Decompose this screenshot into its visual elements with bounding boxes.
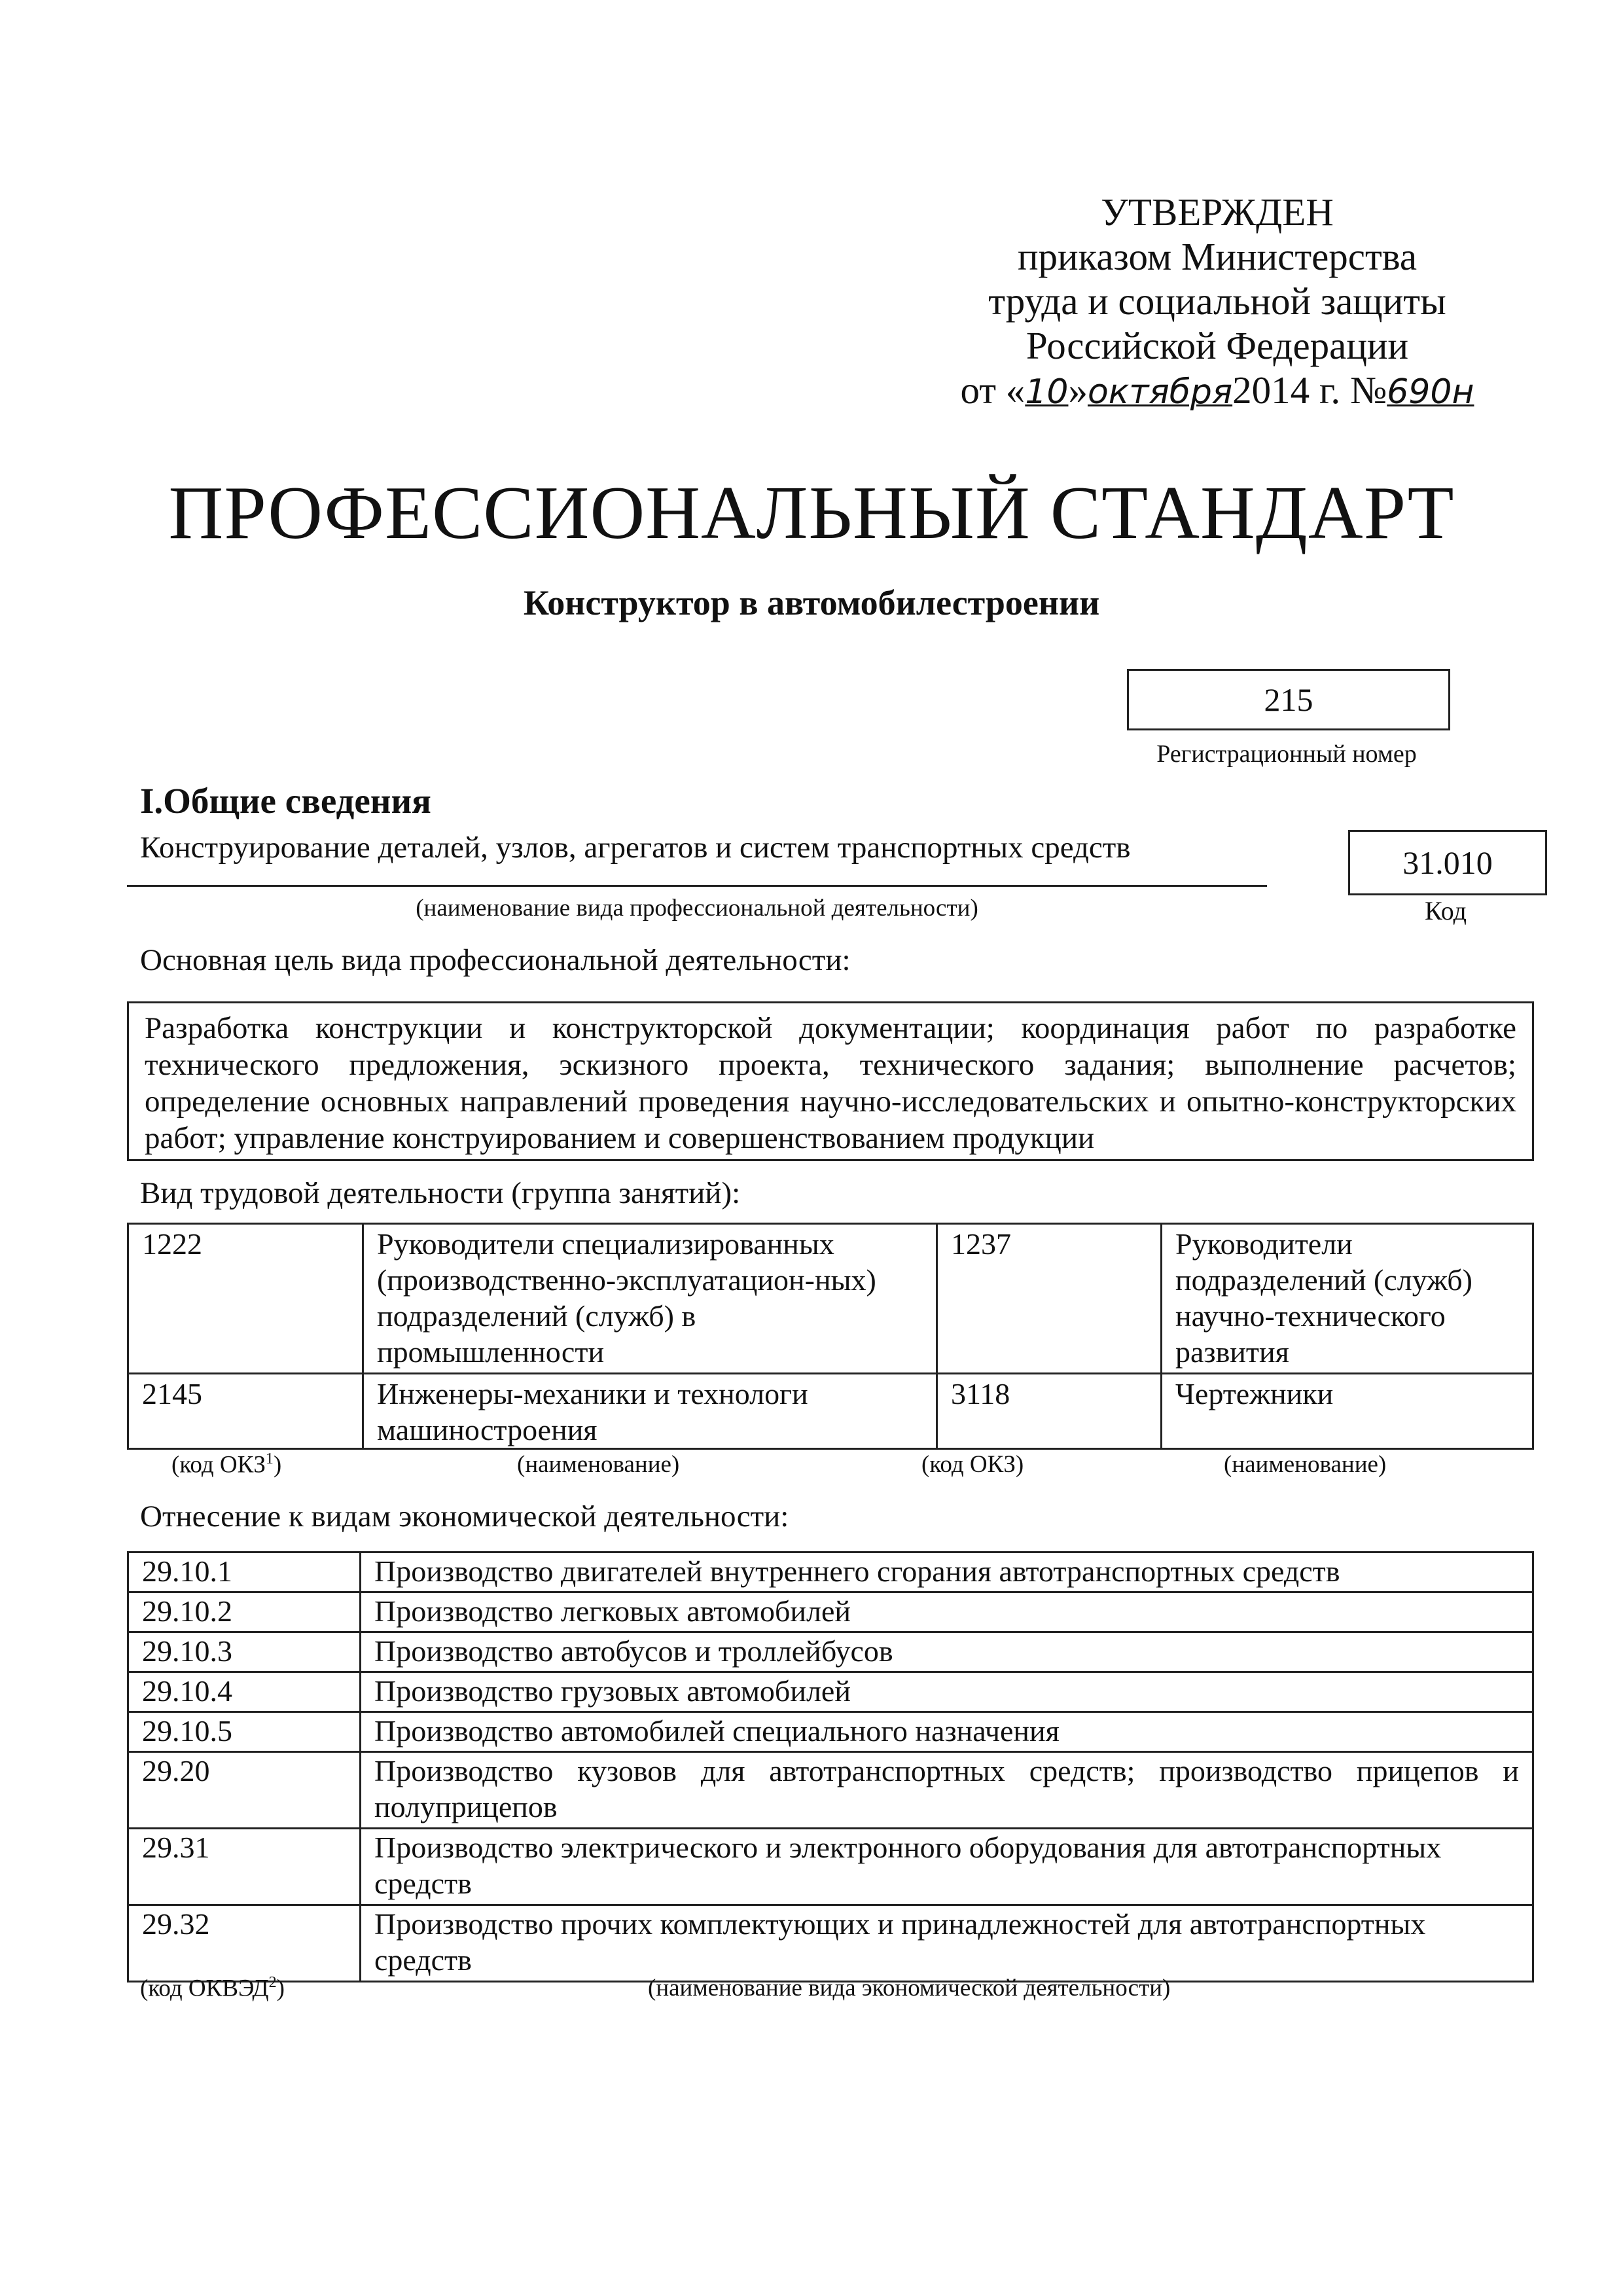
okz-code-caption-text: (код ОКЗ [171, 1451, 266, 1479]
order-line [942, 368, 1492, 414]
okved-name-cell: Производство легковых автомобилей [361, 1592, 1533, 1632]
okved-code-cell: 29.10.5 [128, 1712, 361, 1752]
economic-activity-label: Отнесение к видам экономической деятельности: [140, 1499, 789, 1534]
okz-name-cell: Руководители подразделений (служб) научно-технического развития [1162, 1224, 1533, 1374]
document-subtitle: Конструктор в автомобилестроении [523, 583, 1100, 622]
table-row [128, 1672, 1533, 1712]
footnote-ref-2: 2 [268, 1974, 277, 1991]
registration-number-box: 215 [1127, 669, 1450, 730]
approval-line-3: Российской Федерации [1026, 324, 1409, 367]
order-day: 10 [1025, 372, 1069, 412]
document-title: ПРОФЕССИОНАЛЬНЫЙ СТАНДАРТ [168, 471, 1455, 555]
table-row [128, 1592, 1533, 1632]
table-row [128, 1224, 1533, 1374]
okz-name-cell: Чертежники [1162, 1374, 1533, 1449]
table-row [128, 1374, 1533, 1449]
okved-name-cell: Производство прочих комплектующих и принадлежностей для автотранспортных средств [361, 1905, 1533, 1982]
okz-code-cell: 3118 [937, 1374, 1162, 1449]
okved-code-cell: 29.32 [128, 1905, 361, 1982]
okved-code-caption-text: (код ОКВЭД [140, 1975, 269, 2002]
okz-code-caption-2: (код ОКЗ) [921, 1451, 1024, 1478]
approved-heading: УТВЕРЖДЕН [1101, 190, 1334, 234]
okz-name-cell: Инженеры-механики и технологи машиностроения [363, 1374, 937, 1449]
table-row [128, 1829, 1533, 1905]
table-row [128, 1905, 1533, 1982]
occupation-table [127, 1223, 1534, 1450]
goal-box: Разработка конструкции и конструкторской документации; координация работ по разработке технического предложения, эскизного проекта, технического задания; выполнение расчетов; определение основных направлений проведения научно-исследовательских и опытно-конструкторских работ; управление конструированием и совершенствованием продукции [127, 1001, 1534, 1161]
okved-code-cell: 29.10.2 [128, 1592, 361, 1632]
okved-name-cell: Производство автомобилей специального назначения [361, 1712, 1533, 1752]
order-year: 2014 г. № [1232, 368, 1387, 412]
activity-caption: (наименование вида профессиональной деятельности) [416, 895, 978, 922]
okz-code-cell: 1237 [937, 1224, 1162, 1374]
okved-name-caption: (наименование вида экономической деятельности) [648, 1975, 1171, 2001]
okved-code-caption [140, 1974, 285, 2002]
okz-code-cell: 2145 [128, 1374, 363, 1449]
table-row [128, 1552, 1533, 1592]
order-mid: » [1068, 368, 1088, 412]
okved-name-cell: Производство автобусов и троллейбусов [361, 1632, 1533, 1672]
approval-line-2: труда и социальной защиты [988, 279, 1446, 323]
table-row [128, 1752, 1533, 1829]
occupation-group-label: Вид трудовой деятельности (группа занятий): [140, 1176, 741, 1210]
registration-number-label: Регистрационный номер [1156, 740, 1417, 768]
table-row [128, 1632, 1533, 1672]
okz-name-cell: Руководители специализированных (производственно-эксплуатацион-ных) подразделений (служб) в промышленности [363, 1224, 937, 1374]
okz-name-caption: (наименование) [517, 1451, 680, 1478]
activity-code-box: 31.010 [1348, 830, 1547, 895]
okz-code-caption-end: ) [273, 1451, 282, 1479]
okz-code-cell: 1222 [128, 1224, 363, 1374]
okved-code-caption-end: ) [276, 1975, 285, 2002]
section-title: I.Общие сведения [140, 781, 431, 821]
approval-block [942, 190, 1492, 414]
okved-name-cell: Производство двигателей внутреннего сгорания автотранспортных средств [361, 1552, 1533, 1592]
activity-code-label: Код [1425, 896, 1467, 925]
okz-code-caption [171, 1450, 281, 1479]
okved-code-cell: 29.10.1 [128, 1552, 361, 1592]
okved-name-cell: Производство грузовых автомобилей [361, 1672, 1533, 1712]
approval-line-1: приказом Министерства [1017, 235, 1418, 278]
footnote-ref-1: 1 [265, 1450, 274, 1467]
okved-code-cell: 29.10.3 [128, 1632, 361, 1672]
okved-code-cell: 29.10.4 [128, 1672, 361, 1712]
okz-name-caption-2: (наименование) [1224, 1451, 1387, 1478]
goal-label: Основная цель вида профессиональной деятельности: [140, 943, 851, 977]
okved-code-cell: 29.20 [128, 1752, 361, 1829]
economic-activity-table [127, 1551, 1534, 1982]
order-prefix: от « [960, 368, 1026, 412]
activity-name: Конструирование деталей, узлов, агрегатов и систем транспортных средств [140, 831, 1131, 865]
table-row [128, 1712, 1533, 1752]
okved-code-cell: 29.31 [128, 1829, 361, 1905]
order-number: 690н [1387, 372, 1474, 412]
okved-name-cell: Производство кузовов для автотранспортных средств; производство прицепов и полуприцепов [361, 1752, 1533, 1829]
order-month: октября [1087, 372, 1233, 412]
okved-name-cell: Производство электрического и электронного оборудования для автотранспортных средств [361, 1829, 1533, 1905]
activity-underline [127, 885, 1267, 887]
